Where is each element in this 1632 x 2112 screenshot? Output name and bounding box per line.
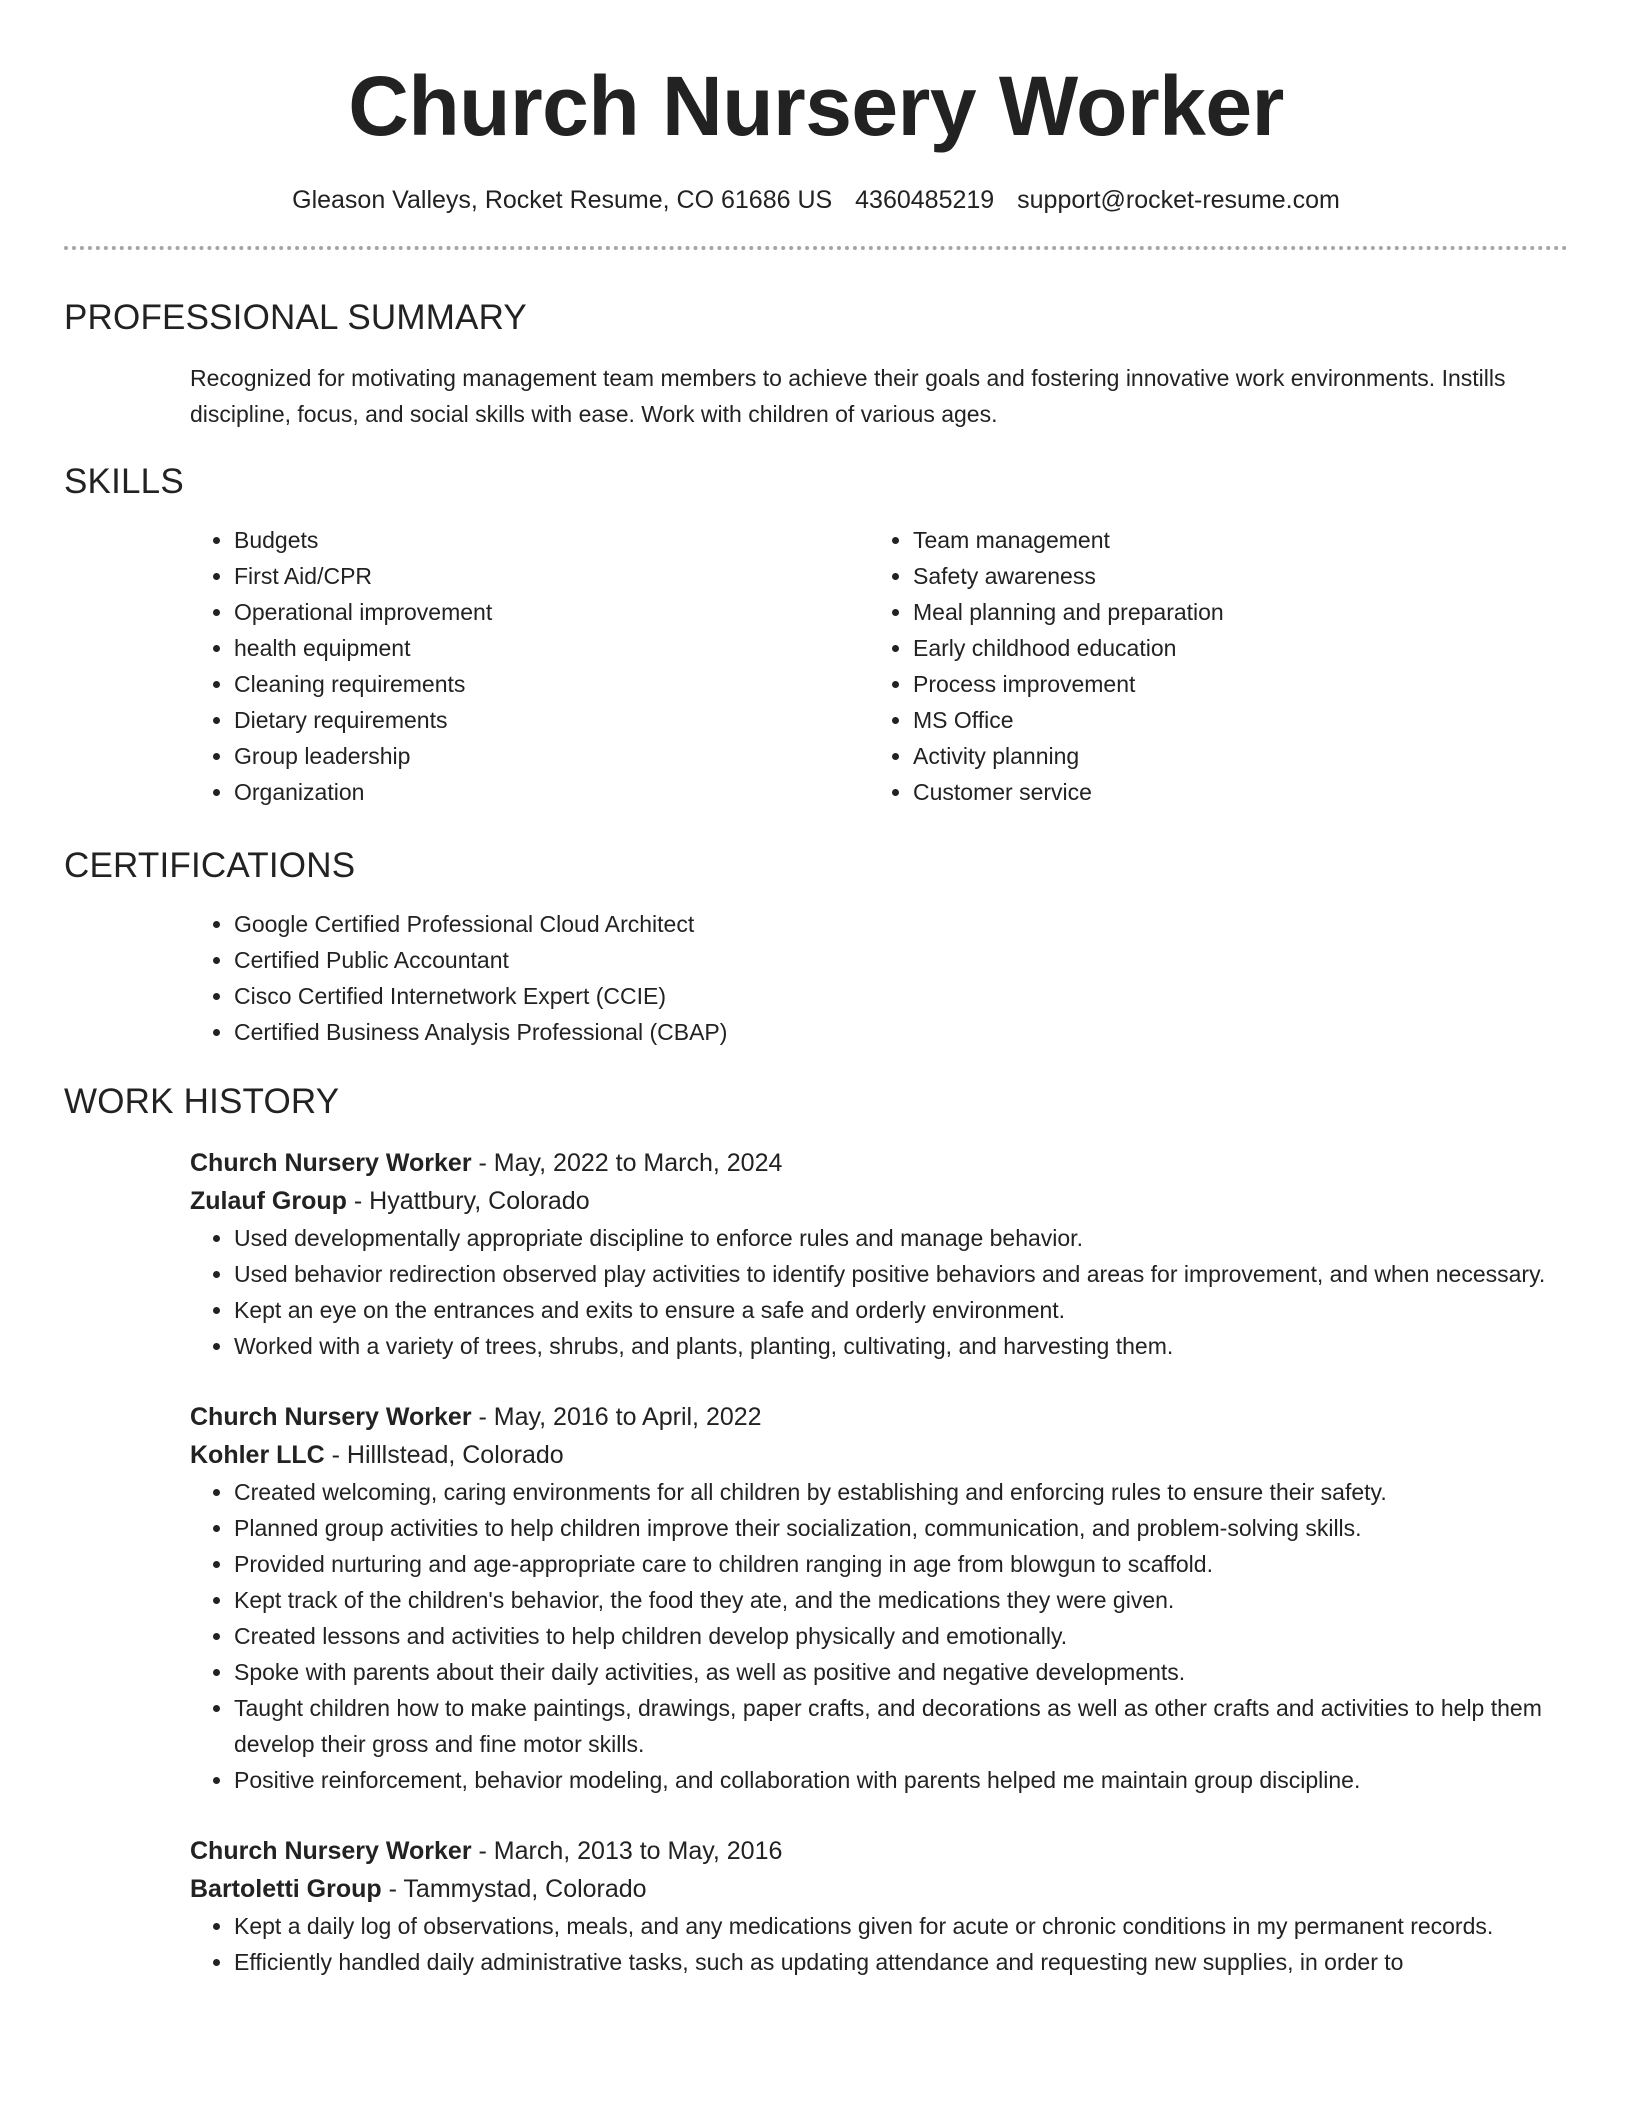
skill-item: • Operational improvement	[234, 594, 869, 630]
header-divider	[64, 246, 1568, 250]
skills-left-column	[190, 522, 869, 810]
job-location: - Tammystad, Colorado	[381, 1875, 647, 1903]
job-bullets	[190, 1220, 1568, 1364]
job-bullet: • Created welcoming, caring environments for all children by establishing and enforcing rules to ensure their safety.	[234, 1474, 1568, 1510]
skill-item: • Organization	[234, 774, 869, 810]
skill-item: • Cleaning requirements	[234, 666, 869, 702]
summary-section	[64, 296, 1568, 432]
skills-heading: SKILLS	[64, 462, 184, 501]
work-history-heading: WORK HISTORY	[64, 1082, 340, 1121]
job-bullets	[190, 1908, 1568, 1980]
certification-item: • Cisco Certified Internetwork Expert (CCIE)	[234, 978, 1568, 1014]
job-bullet: • Created lessons and activities to help children develop physically and emotionally.	[234, 1618, 1568, 1654]
job-bullet: • Taught children how to make paintings, drawings, paper crafts, and decorations as well as other crafts and activities to help them develop their gross and fine motor skills.	[234, 1690, 1568, 1762]
job-bullet: • Worked with a variety of trees, shrubs, and plants, planting, cultivating, and harvesting them.	[234, 1328, 1568, 1364]
job-company-line	[190, 1182, 1568, 1220]
job-entry	[190, 1144, 1568, 1364]
job-company: Zulauf Group	[190, 1187, 347, 1215]
skill-item: • Dietary requirements	[234, 702, 869, 738]
job-dates: - March, 2013 to May, 2016	[471, 1837, 783, 1865]
job-title-line	[190, 1144, 1568, 1182]
summary-text: Recognized for motivating management team members to achieve their goals and fostering innovative work environments. Instills discipline, focus, and social skills with ease. Work with children of various ages.	[190, 365, 1506, 427]
work-history-section	[64, 1080, 1568, 1980]
skill-item: • Safety awareness	[913, 558, 1548, 594]
certifications-list-wrap	[190, 906, 1568, 1050]
contact-address: Gleason Valleys, Rocket Resume, CO 61686 US	[292, 186, 833, 214]
job-company: Bartoletti Group	[190, 1875, 382, 1903]
job-bullet: • Used developmentally appropriate discipline to enforce rules and manage behavior.	[234, 1220, 1568, 1256]
job-bullet: • Used behavior redirection observed play activities to identify positive behaviors and areas for improvement, and when necessary.	[234, 1256, 1568, 1292]
contact-line	[64, 184, 1568, 216]
summary-heading: PROFESSIONAL SUMMARY	[64, 298, 527, 337]
skills-columns	[190, 522, 1568, 810]
skill-item: • Early childhood education	[913, 630, 1548, 666]
skill-item: • First Aid/CPR	[234, 558, 869, 594]
resume-page	[64, 0, 1568, 2112]
skills-right-column	[869, 522, 1548, 810]
skill-item: • Team management	[913, 522, 1548, 558]
job-bullets	[190, 1474, 1568, 1798]
job-company-line	[190, 1436, 1568, 1474]
skills-section	[64, 460, 1568, 810]
job-bullet: • Planned group activities to help children improve their socialization, communication, and problem-solving skills.	[234, 1510, 1568, 1546]
skills-right-list	[869, 522, 1548, 810]
certification-item: • Certified Public Accountant	[234, 942, 1568, 978]
contact-phone: 4360485219	[855, 186, 995, 214]
certifications-list	[190, 906, 1568, 1050]
job-company-line	[190, 1870, 1568, 1908]
certification-item: • Google Certified Professional Cloud Architect	[234, 906, 1568, 942]
job-dates: - May, 2016 to April, 2022	[471, 1403, 762, 1431]
resume-name: Church Nursery Worker	[348, 59, 1284, 153]
job-title: Church Nursery Worker	[190, 1403, 472, 1431]
job-title-line	[190, 1832, 1568, 1870]
certifications-section	[64, 844, 1568, 1050]
job-bullet: • Provided nurturing and age-appropriate care to children ranging in age from blowgun to scaffold.	[234, 1546, 1568, 1582]
job-title: Church Nursery Worker	[190, 1149, 472, 1177]
job-title-line	[190, 1398, 1568, 1436]
job-company: Kohler LLC	[190, 1441, 325, 1469]
job-entry	[190, 1398, 1568, 1798]
job-title: Church Nursery Worker	[190, 1837, 472, 1865]
job-bullet: • Efficiently handled daily administrative tasks, such as updating attendance and requesting new supplies, in order to	[234, 1944, 1568, 1980]
job-dates: - May, 2022 to March, 2024	[471, 1149, 783, 1177]
skill-item: • Meal planning and preparation	[913, 594, 1548, 630]
job-bullet: • Spoke with parents about their daily activities, as well as positive and negative developments.	[234, 1654, 1568, 1690]
job-bullet: • Kept a daily log of observations, meals, and any medications given for acute or chronic conditions in my permanent records.	[234, 1908, 1568, 1944]
skill-item: • Customer service	[913, 774, 1548, 810]
job-bullet: • Kept an eye on the entrances and exits to ensure a safe and orderly environment.	[234, 1292, 1568, 1328]
certifications-heading: CERTIFICATIONS	[64, 846, 356, 885]
skill-item: • Activity planning	[913, 738, 1548, 774]
contact-email: support@rocket-resume.com	[1017, 186, 1340, 214]
job-bullet: • Kept track of the children's behavior, the food they ate, and the medications they were given.	[234, 1582, 1568, 1618]
skill-item: • health equipment	[234, 630, 869, 666]
skill-item: • MS Office	[913, 702, 1548, 738]
job-location: - Hilllstead, Colorado	[324, 1441, 564, 1469]
job-entry	[190, 1832, 1568, 1980]
skill-item: • Process improvement	[913, 666, 1548, 702]
job-location: - Hyattbury, Colorado	[346, 1187, 590, 1215]
skill-item: • Group leadership	[234, 738, 869, 774]
skill-item: • Budgets	[234, 522, 869, 558]
job-bullet: • Positive reinforcement, behavior modeling, and collaboration with parents helped me maintain group discipline.	[234, 1762, 1568, 1798]
certification-item: • Certified Business Analysis Professional (CBAP)	[234, 1014, 1568, 1050]
skills-left-list	[190, 522, 869, 810]
